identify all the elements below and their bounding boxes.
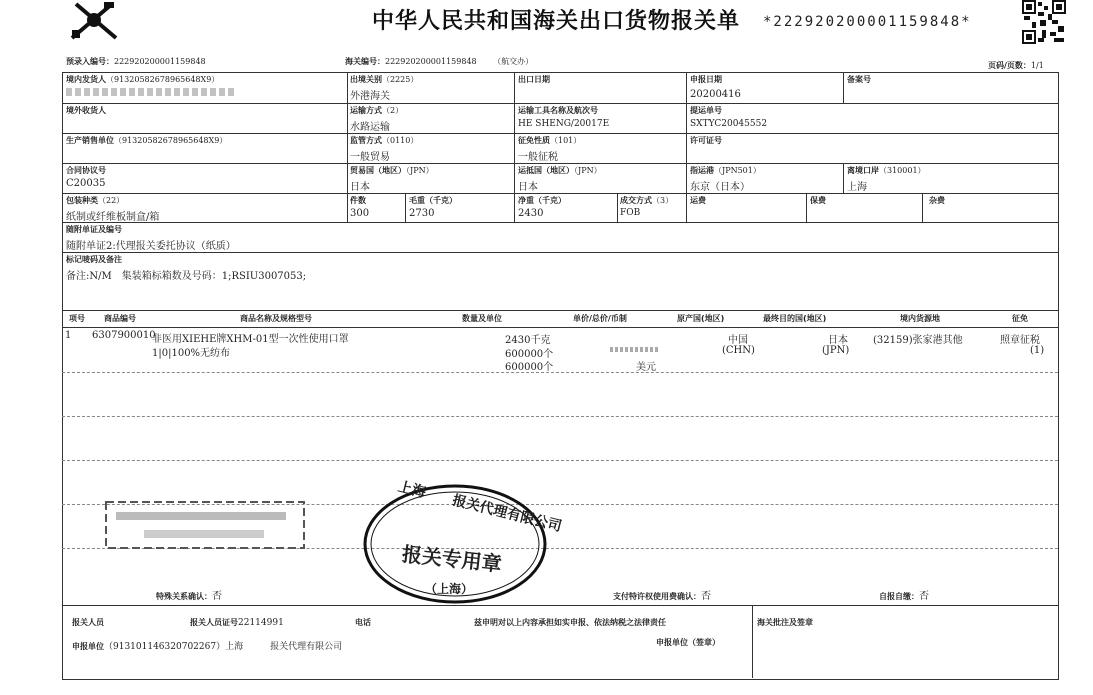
col-source: 境内货源地 — [900, 314, 940, 323]
redacted-rectangular-stamp — [104, 500, 306, 550]
transport-label: 运输方式（2） — [350, 106, 404, 115]
contract-label: 合同协议号 — [66, 166, 106, 175]
record-no-label: 备案号 — [847, 75, 871, 84]
goods-qty-1: 2430千克 — [505, 335, 551, 346]
phone-label: 电话 — [355, 618, 371, 627]
deal-mode-value: FOB — [620, 208, 641, 218]
exit-port-value: 外港海关 — [350, 91, 390, 102]
customs-number: 海关编号：222920200001159848 （航交办） — [345, 57, 534, 66]
goods-final-dest: 日本 — [828, 335, 848, 346]
misc-fee-label: 杂费 — [929, 196, 945, 205]
trade-country-value: 日本 — [350, 182, 370, 193]
dest-country-value: 日本 — [518, 182, 538, 193]
customs-emblem — [66, 0, 122, 42]
col-name: 商品名称及规格型号 — [240, 314, 312, 323]
goods-item-no: 1 — [65, 330, 72, 341]
trade-country-label: 贸易国（地区）（JPN） — [350, 166, 434, 175]
goods-qty-2: 600000个 — [505, 349, 554, 360]
form-title: 中华人民共和国海关出口货物报关单 — [372, 9, 741, 34]
goods-name: 非医用XIEHE牌XHM-01型一次性使用口罩 — [152, 334, 349, 345]
col-final-dest: 最终目的国(地区) — [763, 314, 827, 323]
marks-label: 标记唛码及备注 — [66, 255, 122, 264]
col-origin: 原产国(地区) — [677, 314, 725, 323]
net-weight-label: 净重（千克） — [518, 196, 566, 205]
goods-levy-code: (1) — [1030, 345, 1045, 356]
goods-code: 6307900010 — [92, 330, 156, 341]
deal-mode-label: 成交方式（3） — [620, 196, 674, 205]
gross-weight-label: 毛重（千克） — [409, 196, 457, 205]
consignee-label: 境外收货人 — [66, 106, 106, 115]
levy-nature-label: 征免性质（101） — [518, 136, 582, 145]
insurance-label: 保费 — [810, 196, 826, 205]
seal-text-bottom: （上海） — [425, 582, 474, 596]
supervision-value: 一般贸易 — [350, 152, 390, 163]
qr-code-icon — [1022, 0, 1066, 44]
exit-port-label: 出境关别（2225） — [350, 75, 419, 84]
declarer-no: 报关人员证号22114991 — [190, 618, 284, 628]
dest-country-label: 运抵国（地区）（JPN） — [518, 166, 602, 175]
redacted-shipper-name — [66, 88, 236, 96]
goods-spec: 1|0|100%无纺布 — [152, 348, 231, 359]
supervision-label: 监管方式（0110） — [350, 136, 419, 145]
pieces-value: 300 — [350, 208, 370, 219]
declare-date-value: 20200416 — [690, 89, 741, 100]
declarer-label: 报关人员 — [72, 618, 104, 627]
legal-statement: 兹申明对以上内容承担如实申报、依法纳税之法律责任 — [474, 618, 666, 627]
levy-nature-value: 一般征税 — [518, 152, 558, 163]
customs-approval-label: 海关批注及签章 — [757, 618, 813, 627]
producer-label: 生产销售单位（91320582678965648X9） — [66, 136, 228, 145]
shipper-label: 境内发货人（91320582678965648X9） — [66, 75, 220, 84]
docs-label: 随附单证及编号 — [66, 225, 122, 234]
bl-label: 提运单号 — [690, 106, 722, 115]
leave-port-label: 离境口岸（310001） — [847, 166, 926, 175]
barcode-number: *222920200001159848* — [763, 14, 972, 30]
package-label: 包装种类（22） — [66, 196, 125, 205]
goods-final-dest-code: (JPN) — [822, 345, 850, 356]
goods-qty-3: 600000个 — [505, 362, 554, 373]
transport-value: 水路运输 — [350, 122, 390, 133]
col-levy: 征免 — [1012, 314, 1028, 323]
gross-weight-value: 2730 — [409, 208, 435, 219]
dest-port-value: 东京（日本） — [690, 182, 750, 193]
declaring-unit: 申报单位（913101146320702267）上海 报关代理有限公司 — [72, 642, 343, 652]
leave-port-value: 上海 — [847, 182, 867, 193]
col-price: 单价/总价/币制 — [573, 314, 627, 323]
contract-value: C20035 — [66, 178, 106, 189]
goods-currency: 美元 — [636, 362, 656, 373]
bl-value: SXTYC20045552 — [690, 119, 768, 129]
package-value: 纸制或纤维板制盒/箱 — [66, 212, 160, 223]
vessel-value: HE SHENG/20017E — [518, 119, 610, 129]
col-qty: 数量及单位 — [462, 314, 502, 323]
col-item-no: 项号 — [69, 314, 85, 323]
page-count: 页码/页数：1/1 — [988, 61, 1044, 70]
self-pay: 自报自缴：否 — [879, 591, 929, 602]
pieces-label: 件数 — [350, 196, 366, 205]
net-weight-value: 2430 — [518, 208, 544, 219]
goods-origin: 中国 — [728, 335, 748, 346]
preentry-number: 预录入编号：222920200001159848 — [66, 57, 206, 66]
freight-label: 运费 — [690, 196, 706, 205]
redacted-price — [610, 347, 660, 352]
license-label: 许可证号 — [690, 136, 722, 145]
seal-text-top: 上海 报关代理有限公司 — [396, 478, 564, 536]
unit-seal-label: 申报单位（签章） — [656, 638, 720, 647]
special-relation: 特殊关系确认：否 — [156, 591, 222, 602]
seal-text-main: 报关专用章 — [400, 541, 503, 577]
goods-origin-code: (CHN) — [722, 345, 755, 356]
marks-value: 备注:N/M 集装箱标箱数及号码：1;RSIU3007053; — [66, 271, 307, 282]
docs-value: 随附单证2:代理报关委托协议（纸质） — [66, 241, 236, 252]
goods-source: (32159)张家港其他 — [873, 335, 963, 346]
col-code: 商品编号 — [104, 314, 136, 323]
dest-port-label: 指运港（JPN501） — [690, 166, 761, 175]
declare-date-label: 申报日期 — [690, 75, 722, 84]
export-date-label: 出口日期 — [518, 75, 550, 84]
royalty-confirm: 支付特许权使用费确认：否 — [613, 591, 711, 602]
goods-levy: 照章征税 — [1000, 335, 1040, 346]
vessel-label: 运输工具名称及航次号 — [518, 106, 598, 115]
